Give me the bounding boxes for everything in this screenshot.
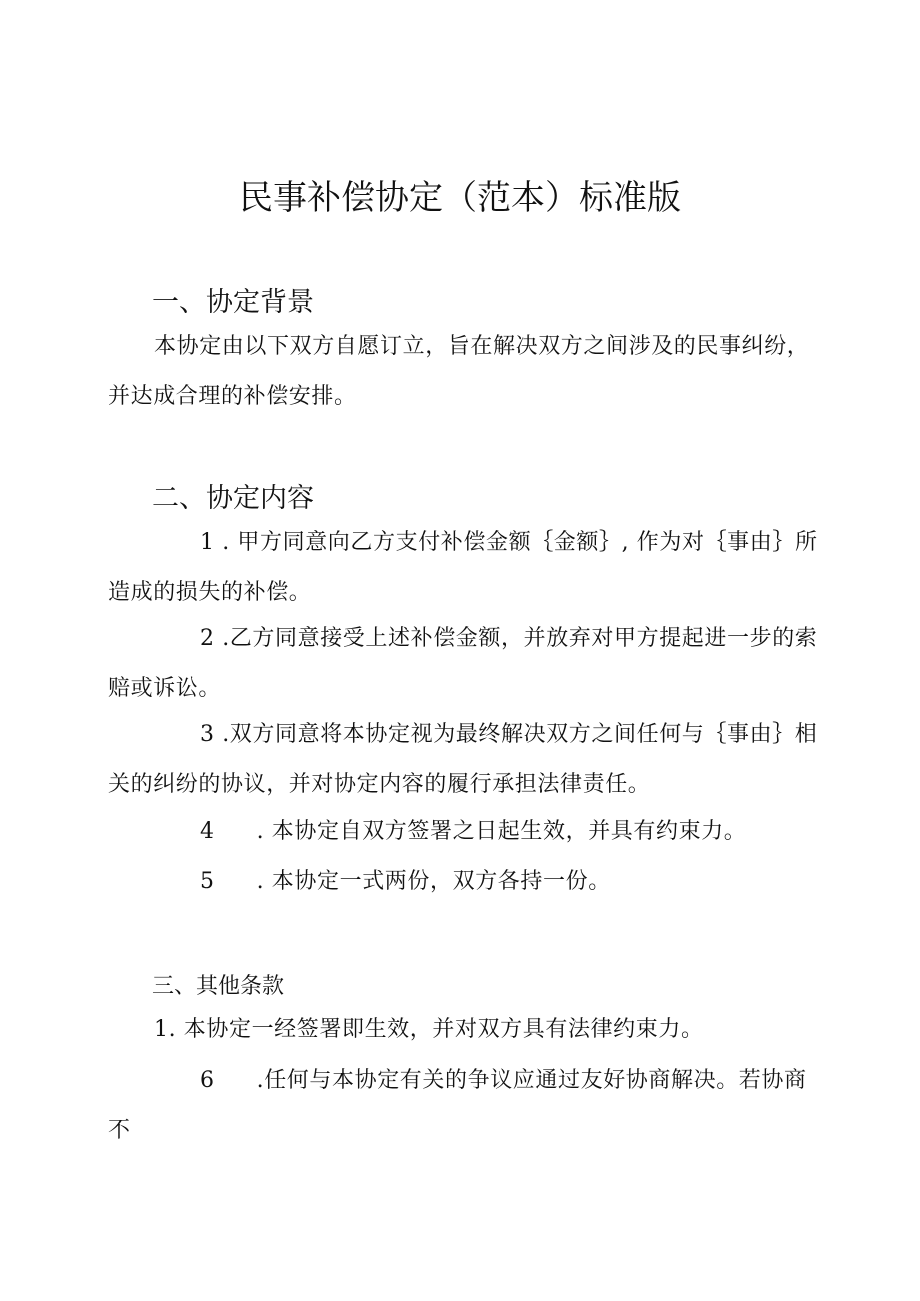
item-text: . 甲方同意向乙方支付补偿金额｛金额｝, 作为对｛事由｝所造成的损失的补偿。 [108, 530, 818, 605]
item-number: 5 [200, 869, 215, 894]
item-text: .双方同意将本协定视为最终解决双方之间任何与｛事由｝相关的纠纷的协议，并对协定内容的履行承担法律责任。 [108, 722, 818, 797]
content-item-3 [108, 710, 828, 810]
section-heading-other: 三、其他条款 [152, 974, 285, 999]
item-text: .乙方同意接受上述补偿金额，并放弃对甲方提起进一步的索赔或诉讼。 [108, 626, 818, 701]
other-item-6 [108, 1056, 828, 1156]
item-number: 2 [200, 626, 215, 651]
other-item-1 [108, 1005, 828, 1055]
content-item-4 [108, 807, 828, 857]
item-text: .任何与本协定有关的争议应通过友好协商解决。若协商不 [108, 1068, 807, 1143]
content-item-5 [108, 857, 828, 907]
item-number: 3 [200, 722, 215, 747]
item-number: 1 [200, 530, 215, 555]
document-title: 民事补偿协定（范本）标准版 [239, 178, 681, 218]
item-text: 1. 本协定一经签署即生效，并对双方具有法律约束力。 [154, 1017, 704, 1042]
section-background-text: 本协定由以下双方自愿订立，旨在解决双方之间涉及的民事纠纷，并达成合理的补偿安排。 [108, 334, 810, 409]
item-number: 6 [200, 1068, 215, 1093]
section-heading-content: 二、协定内容 [152, 483, 314, 514]
content-item-2 [108, 614, 828, 714]
item-number: 4 [200, 819, 215, 844]
item-text: . 本协定一式两份，双方各持一份。 [256, 869, 611, 894]
content-item-1 [108, 518, 828, 618]
item-text: . 本协定自双方签署之日起生效，并具有约束力。 [256, 819, 747, 844]
section-heading-background: 一、协定背景 [152, 287, 314, 318]
